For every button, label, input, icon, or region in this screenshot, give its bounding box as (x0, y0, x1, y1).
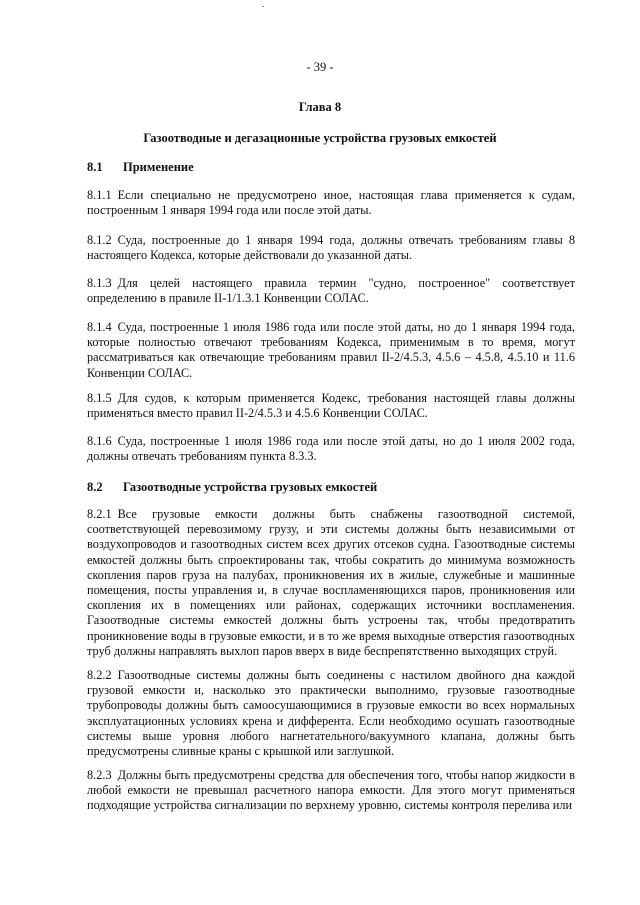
paragraph-8-1-2 (87, 233, 575, 263)
paragraph-8-1-3 (87, 276, 575, 306)
paragraph-text: Должны быть предусмотрены средства для обеспечения того, чтобы напор жидкости в любой емкости не превышал расчетного напора емкости. Для этого могут применяться подходящие устройства сигнализации по верхнему уровню, системы контроля перелива или (87, 768, 575, 813)
paragraph-number: 8.1.3 (87, 276, 112, 290)
section-number: 8.2 (87, 480, 103, 494)
paragraph-8-2-2 (87, 668, 575, 759)
paragraph-number: 8.2.2 (87, 668, 112, 682)
paragraph-8-1-6 (87, 434, 575, 464)
paragraph-number: 8.2.3 (87, 768, 112, 782)
paragraph-8-2-1 (87, 507, 575, 659)
paragraph-text: Для судов, к которым применяется Кодекс, требования настоящей главы должны применяться вместо правил II-2/4.5.3 и 4.5.6 Конвенции СОЛАС. (87, 391, 575, 421)
section-title: Газоотводные устройства грузовых емкостей (123, 480, 378, 494)
paragraph-text: Газоотводные системы должны быть соединены с настилом двойного дна каждой грузовой емкости и, насколько это практически выполнимо, грузовые газоотводные трубопроводы должны быть самоосушающимися в грузовые емкости во всех нормальных эксплуатационных условиях крена и дифферента. Если необходимо осушать газоотводные системы выше уровня любого нагнетательного/вакуумного клапана, должны быть предусмотрены сливные краны с крышкой или заглушкой. (87, 668, 575, 759)
paragraph-text: Все грузовые емкости должны быть снабжены газоотводной системой, соответствующей перевозимому грузу, и эти системы должны быть независимыми от воздухопроводов и газоотводных систем всех других отсеков судна. Газоотводные системы емкостей должны быть спроектированы так, чтобы сократить до минимума возможность скопления паров груза на палубах, проникновения их в жилые, служебные и машинные помещения, посты управления и, в случае воспламеняющихся паров, проникновения или скопления их в помещениях или районах, содержащих источники воспламенения. Газоотводные системы емкостей должны быть устроены так, чтобы предотвратить проникновение воды в грузовые емкости, и в то же время выходные отверстия газоотводных труб должны направлять выхлоп паров вверх в виде беспрепятственно выходящих струй. (87, 507, 575, 658)
section-number: 8.1 (87, 160, 103, 174)
chapter-heading: Глава 8 (298, 100, 342, 114)
paragraph-number: 8.2.1 (87, 507, 112, 521)
paragraph-text: Если специально не предусмотрено иное, настоящая глава применяется к судам, построенным 1 января 1994 года или после этой даты. (87, 188, 575, 218)
paragraph-8-1-1 (87, 188, 575, 218)
scan-mark (262, 6, 264, 7)
paragraph-8-1-5 (87, 391, 575, 421)
paragraph-8-1-4 (87, 320, 575, 381)
paragraph-number: 8.1.4 (87, 320, 112, 334)
paragraph-text: Суда, построенные 1 июля 1986 года или после этой даты, но до 1 июля 2002 года, должны отвечать требованиям пункта 8.3.3. (87, 434, 575, 464)
chapter-title: Газоотводные и дегазационные устройства грузовых емкостей (143, 131, 497, 145)
paragraph-8-2-3 (87, 768, 575, 814)
paragraph-number: 8.1.2 (87, 233, 112, 247)
section-heading-8-2 (87, 480, 377, 495)
paragraph-number: 8.1.6 (87, 434, 112, 448)
paragraph-text: Суда, построенные 1 июля 1986 года или после этой даты, но до 1 января 1994 года, которые полностью отвечают требованиям Кодекса, применимым в то время, могут рассматриваться как отвечающие требованиям правил II-2/4.5.3, 4.5.6 – 4.5.8, 4.5.10 и 11.6 Конвенции СОЛАС. (87, 320, 575, 380)
page-number: - 39 - (306, 60, 334, 74)
paragraph-text: Для целей настоящего правила термин "судно, построенное" соответствует определению в правиле II-1/1.3.1 Конвенции СОЛАС. (87, 276, 575, 306)
section-heading-8-1 (87, 160, 194, 175)
paragraph-number: 8.1.5 (87, 391, 112, 405)
section-title: Применение (123, 160, 194, 174)
paragraph-number: 8.1.1 (87, 188, 112, 202)
paragraph-text: Суда, построенные до 1 января 1994 года, должны отвечать требованиям главы 8 настоящего Кодекса, которые действовали до указанной даты. (87, 233, 575, 263)
